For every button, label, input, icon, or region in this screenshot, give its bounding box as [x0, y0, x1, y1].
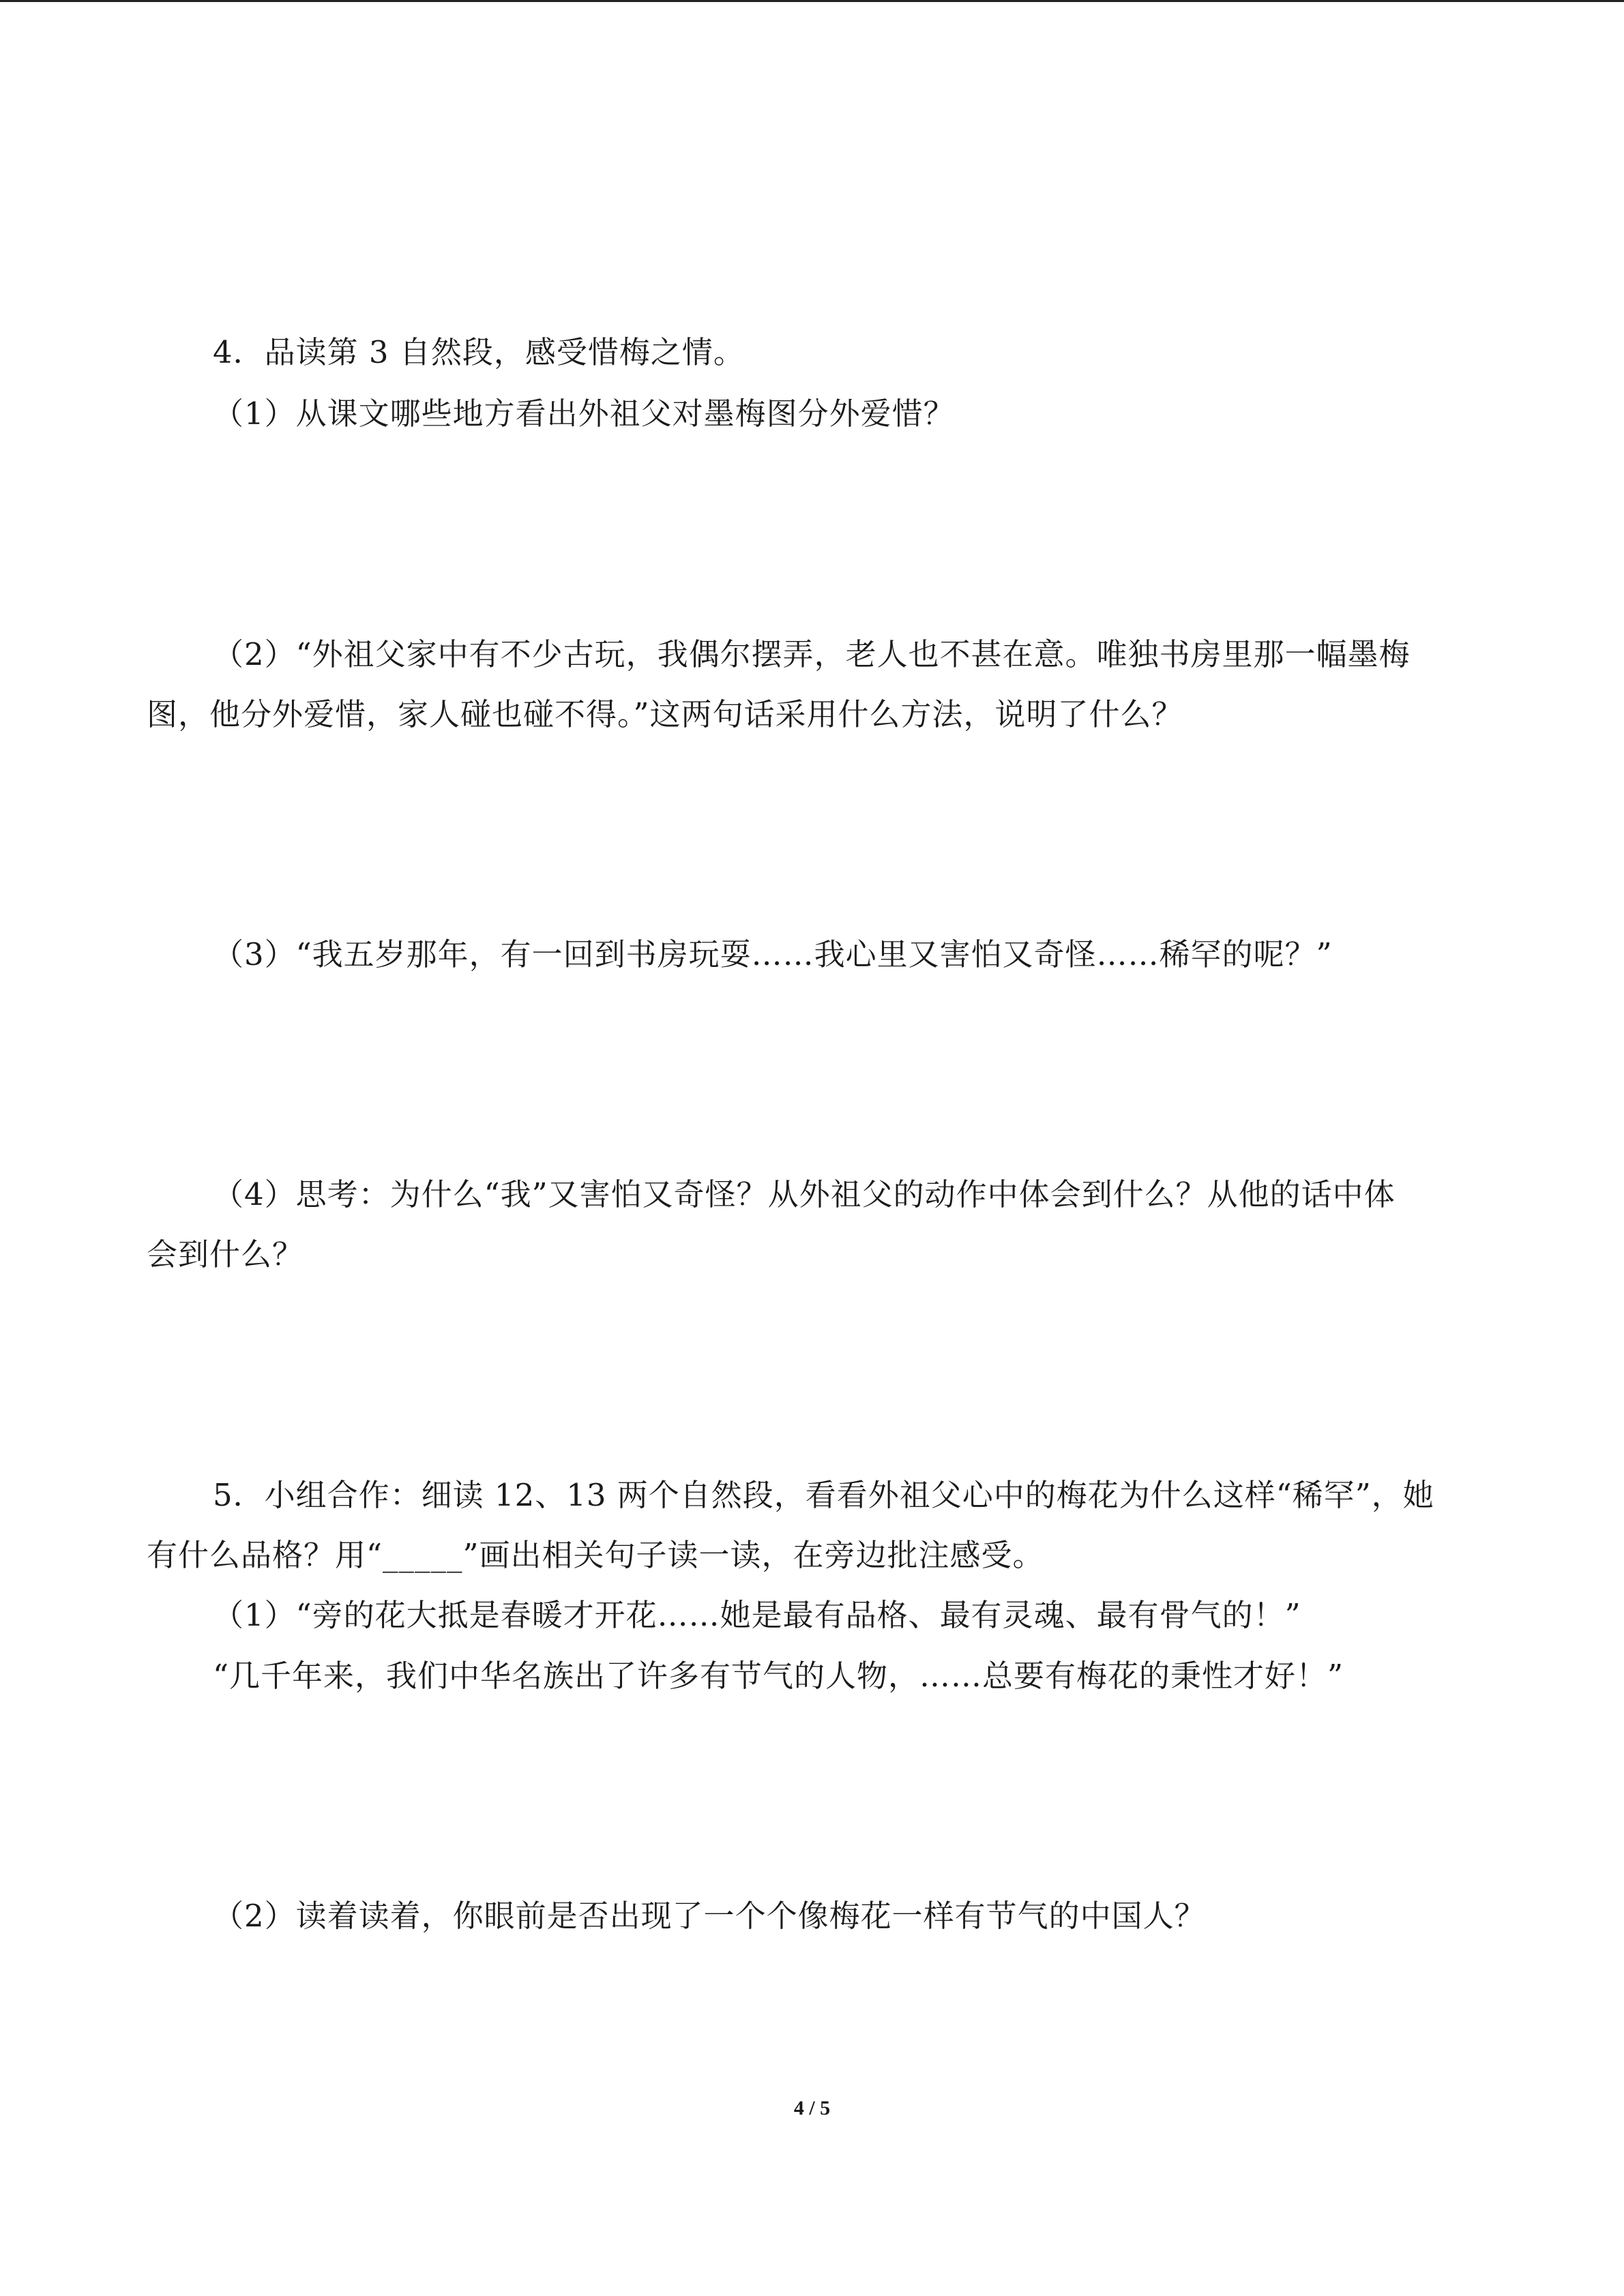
question-5-1-line-2: “几千年来，我们中华名族出了许多有节气的人物，……总要有梅花的秉性才好！”	[213, 1658, 1344, 1694]
question-5-2: （2）读着读着，你眼前是否出现了一个个像梅花一样有节气的中国人？	[213, 1898, 1206, 1934]
question-5-heading-line-2: 有什么品格？用“_____”画出相关句子读一读，在旁边批注感受。	[147, 1537, 1044, 1573]
question-4-2-line-2: 图，他分外爱惜，家人碰也碰不得。”这两句话采用什么方法，说明了什么？	[147, 696, 1183, 732]
page-top-border	[0, 0, 1624, 2]
question-4-heading: 4．品读第 3 自然段，感受惜梅之情。	[213, 334, 745, 370]
question-4-4-line-1: （4）思考：为什么“我”又害怕又奇怪？从外祖父的动作中体会到什么？从他的话中体	[213, 1176, 1396, 1212]
question-4-1: （1）从课文哪些地方看出外祖父对墨梅图分外爱惜？	[213, 396, 955, 432]
question-4-3: （3）“我五岁那年，有一回到书房玩耍……我心里又害怕又奇怪……稀罕的呢？”	[213, 936, 1333, 972]
question-5-heading-line-1: 5．小组合作：细读 12、13 两个自然段，看看外祖父心中的梅花为什么这样“稀罕”，她	[213, 1477, 1434, 1513]
question-5-1-line-1: （1）“旁的花大抵是春暖才开花……她是最有品格、最有灵魂、最有骨气的！”	[213, 1597, 1301, 1633]
page-number: 4 / 5	[793, 2097, 831, 2119]
question-4-2-line-1: （2）“外祖父家中有不少古玩，我偶尔摆弄，老人也不甚在意。唯独书房里那一幅墨梅	[213, 636, 1411, 672]
question-4-4-line-2: 会到什么？	[147, 1236, 304, 1272]
